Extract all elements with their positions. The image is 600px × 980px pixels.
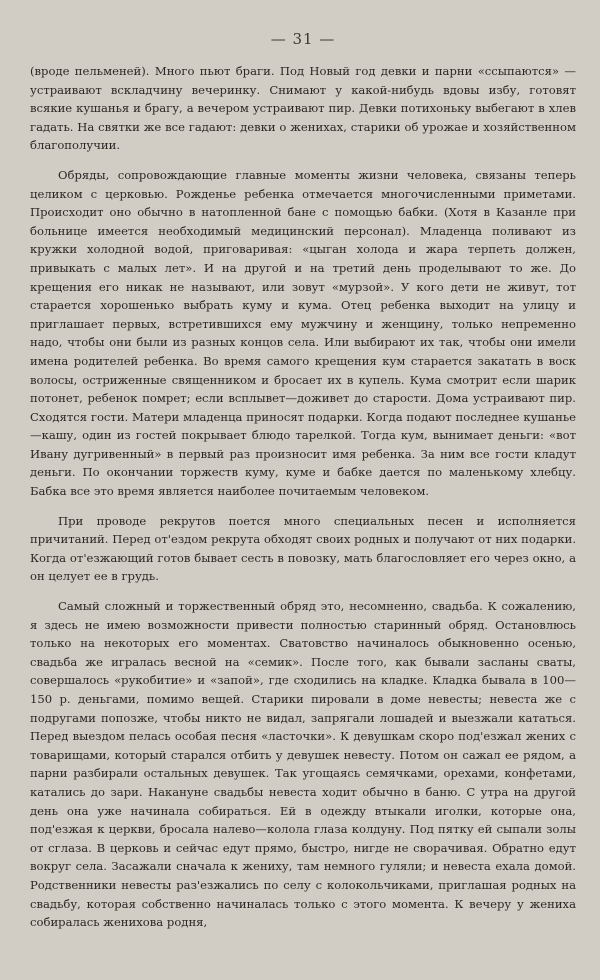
paragraph-4: Самый сложный и торжественный обряд это, несомненно, свадьба. К сожалению, я здесь не имею возможности привести полностью старинный обряд. Остановлюсь только на некоторых его моментах. Сватовство начиналось обыкновенно осенью, свадьба же игралась весной на «семик». После того, как бывали засланы сваты, совершалось «рукобитие» и «запой», где сходились на кладке. Кладка бывала в 100—150 р. деньгами, помимо вещей. Старики пировали в доме невесты; невеста же с подругами попозже, чтобы никто не видал, запрягали лошадей и выезжали кататься. Перед выездом пелась особая песня «ласточки». К девушкам скоро под'езжал жених с товарищами, который старался отбить у девушек невесту. Потом он сажал ее рядом, а парни разбирали остальных девушек. Так угощаясь семячками, орехами, конфетами, катались до зари. Накануне свадьбы невеста ходит обычно в баню. С утра на другой день она уже начинала собираться. Ей в одежду втыкали иголки, которые она, под'езжая к церкви, бросала налево—колола глаза колдуну. Под пятку ей сыпали золы от сглаза. В церковь и сейчас едут прямо, быстро, нигде не сворачивая. Обратно едут вокруг села. Засажали сначала к жениху, там немного гуляли; и невеста ехала домой. Родственники невесты раз'езжались по селу с колокольчиками, приглашая родных на свадьбу, которая собственно начиналась только с этого момента. К вечеру у жениха собиралась женихова родня,	[30, 599, 576, 930]
paragraph-1: (вроде пельменей). Много пьют браги. Под Новый год девки и парни «ссыпаются» — устраивают вскладчину вечеринку. Снимают у какой-нибудь вдовы избу, готовят всякие кушанья и брагу, а вечером устраивают пир. Девки потихоньку выбегают в хлев гадать. На святки же все гадают: девки о женихах, старики об урожае и хозяйственном благополучии.	[30, 64, 576, 153]
page-number: — 31 —	[270, 30, 336, 48]
paragraph-3: При проводе рекрутов поется много специальных песен и исполняется причитаний. Перед от'ездом рекрута обходят своих родных и получают от них подарки. Когда от'езжающий готов бывает сесть в повозку, мать благословляет его через окно, а он целует ее в грудь.	[30, 513, 576, 584]
paragraph-2: Обряды, сопровождающие главные моменты жизни человека, связаны теперь целиком с церковью. Рожденье ребенка отмечается многочисленными приметами. Происходит оно обычно в натопленной бане с помощью бабки. (Хотя в Казанле при больнице имеется необходимый медицинский персонал). Младенца поливают из кружки холодной водой, приговаривая: «цыган холода и жара терпеть должен, привыкать с малых лет». И на другой и на третий день проделывают то же. До крещения его никак не называют, или зовут «мурзой». У кого дети не живут, тот старается хорошенько выбрать куму и кума. Отец ребенка выходит на улицу и приглашает первых, встретившихся ему мужчину и женщину, только непременно надо, чтобы они были из разных концов села. Или выбирают их так, чтобы они имели имена родителей ребенка. Во время самого крещения кум старается закатать в воск волосы, остриженные священником и бросает их в купель. Кума смотрит если шарик потонет, ребенок помрет; если всплывет—доживет до старости. Дома устраивают пир. Сходятся гости. Матери младенца приносят подарки. Когда подают последнее кушанье—кашу, один из гостей покрывает блюдо тарелкой. Тогда кум, вынимает деньги: «вот Ивану дугривенный» в первый раз произносит имя ребенка. За ним все гости кладут деньги. По окончании торжеств куму, куме и бабке дается по маленькому хлебцу. Бабка все это время является наиболее почитаемым человеком.	[30, 167, 576, 499]
